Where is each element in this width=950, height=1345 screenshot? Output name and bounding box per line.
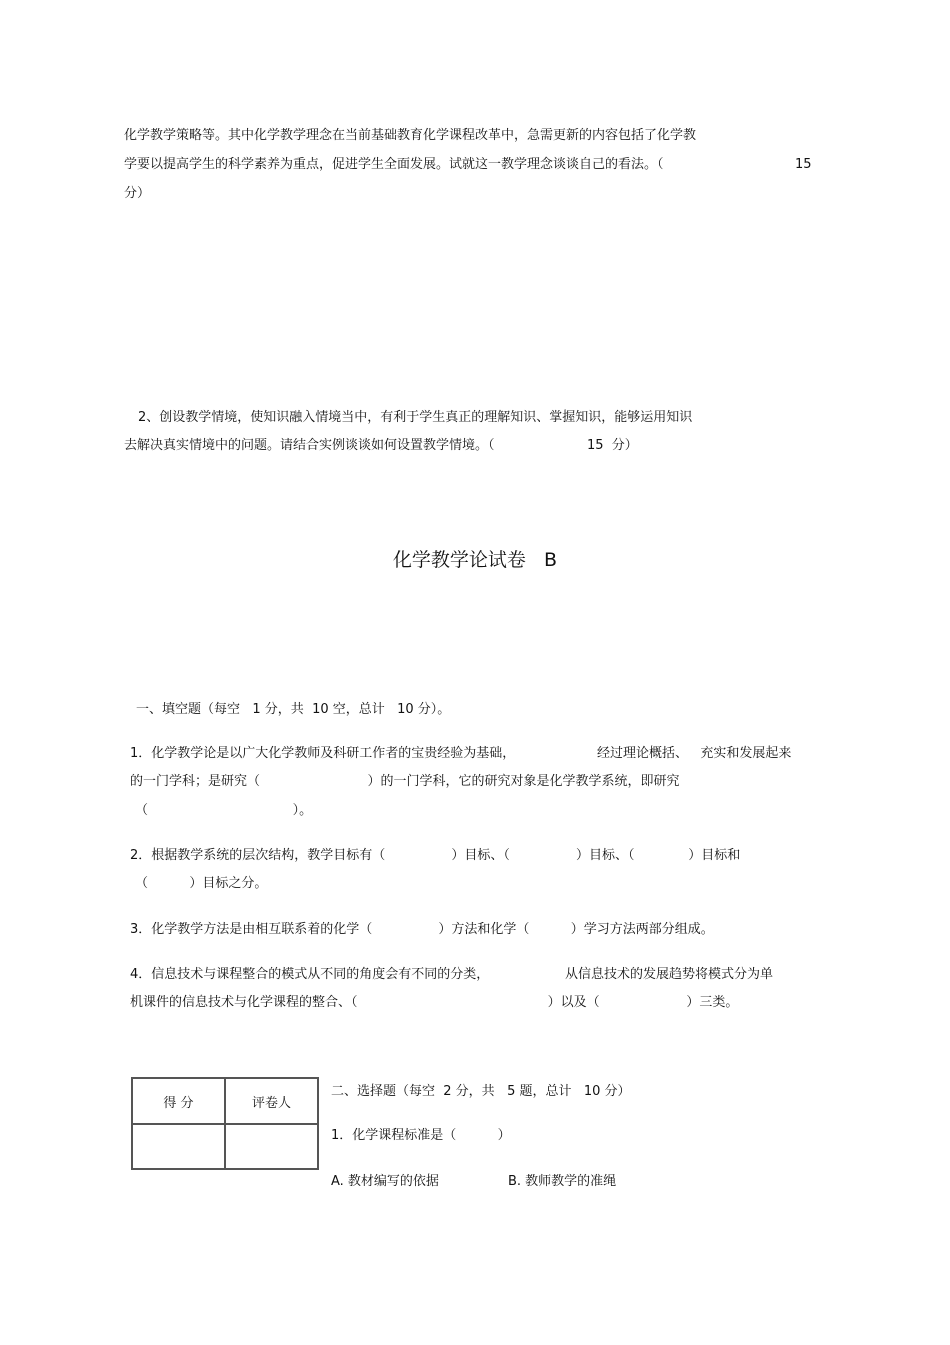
question-line: （ ）。 <box>135 803 313 818</box>
score-number: 15 <box>795 157 812 172</box>
question-line: 1．化学教学论是以广大化学教师及科研工作者的宝贵经验为基础， <box>130 746 516 761</box>
question-line: （ ）目标之分。 <box>135 876 268 891</box>
score-header: 得 分 <box>132 1078 225 1124</box>
section-heading: 二、选择题（每空 2 分，共 5 题，总计 10 分） <box>331 1084 631 1099</box>
text-line: 2、创设教学情境，使知识融入情境当中，有利于学生真正的理解知识、掌握知识，能够运用知识 <box>138 410 693 425</box>
section-heading: 一、填空题（每空 1 分，共 10 空，总计 10 分）。 <box>136 702 451 717</box>
question-line: 经过理论概括、 充实和发展起来 <box>597 746 792 761</box>
grader-cell <box>225 1124 318 1169</box>
score-table <box>131 1077 319 1170</box>
option-b: B. 教师教学的准绳 <box>508 1174 617 1189</box>
score-cell <box>132 1124 225 1169</box>
option-a: A. 教材编写的依据 <box>331 1174 439 1189</box>
question-line: 1．化学课程标准是（ ） <box>331 1128 511 1143</box>
question-line: 的一门学科；是研究（ ）的一门学科，它的研究对象是化学教学系统，即研究 <box>130 774 680 789</box>
question-line: 2．根据教学系统的层次结构，教学目标有（ ）目标、（ ）目标、（ ）目标和 <box>130 848 741 863</box>
question-line: 机课件的信息技术与化学课程的整合、（ ）以及（ ）三类。 <box>130 995 739 1010</box>
score-label: 15 分） <box>587 438 638 453</box>
grader-header: 评卷人 <box>225 1078 318 1124</box>
text-line: 化学教学策略等。其中化学教学理念在当前基础教育化学课程改革中，急需更新的内容包括了化学教 <box>124 128 697 143</box>
exam-title: 化学教学论试卷 B <box>392 549 558 571</box>
question-line: 4．信息技术与课程整合的模式从不同的角度会有不同的分类， <box>130 967 490 982</box>
score-unit: 分） <box>124 186 151 201</box>
text-line: 学要以提高学生的科学素养为重点，促进学生全面发展。试就这一教学理念谈谈自己的看法。（ <box>124 157 664 172</box>
question-line: 从信息技术的发展趋势将模式分为单 <box>565 967 774 982</box>
question-line: 3．化学教学方法是由相互联系着的化学（ ）方法和化学（ ）学习方法两部分组成。 <box>130 922 714 937</box>
text-line: 去解决真实情境中的问题。请结合实例谈谈如何设置教学情境。（ <box>124 438 495 453</box>
